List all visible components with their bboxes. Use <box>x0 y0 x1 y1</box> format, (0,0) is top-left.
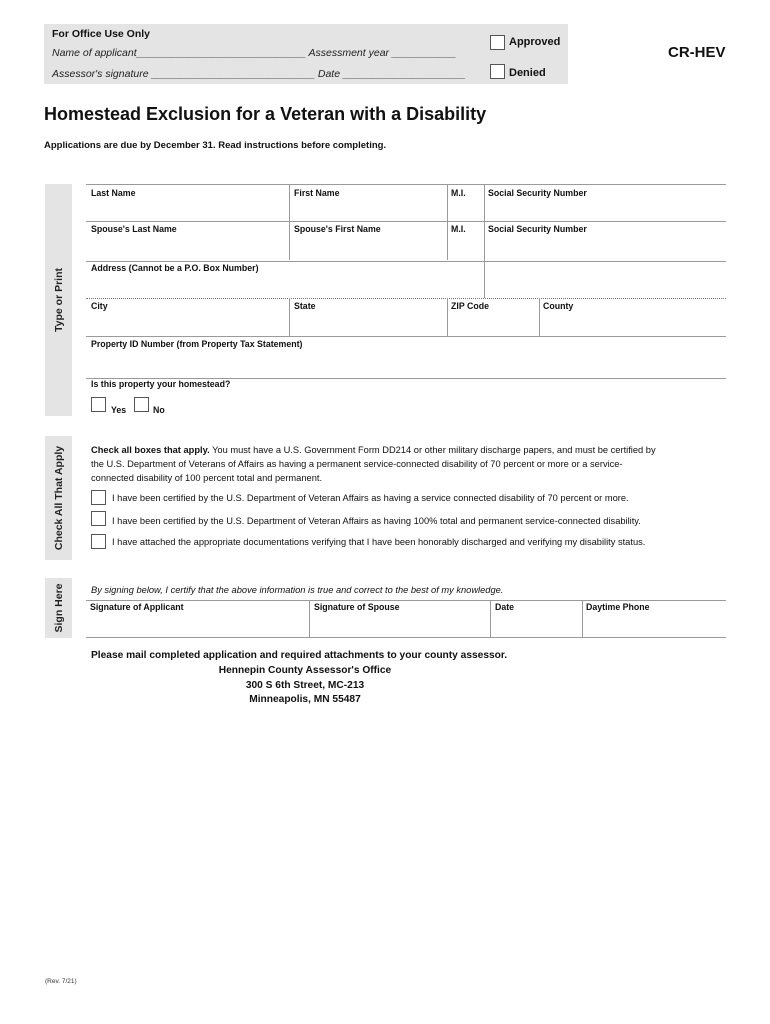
sidebar-type-print-label: Type or Print <box>52 268 65 332</box>
homestead-question: Is this property your homestead? <box>91 379 231 389</box>
zip-field[interactable]: ZIP Code <box>451 301 489 311</box>
mail-street: 300 S 6th Street, MC-213 <box>245 680 365 691</box>
approved-label: Approved <box>509 36 561 48</box>
signature-applicant-field[interactable]: Signature of Applicant <box>90 602 184 612</box>
cert-discharge-checkbox[interactable] <box>91 534 106 549</box>
row-line-1 <box>86 184 726 185</box>
spouse-last-name-field[interactable]: Spouse's Last Name <box>91 224 177 234</box>
col-line-e <box>447 298 448 336</box>
certify-statement: By signing below, I certify that the above information is true and correct to the best of my knowledge. <box>91 585 504 595</box>
sign-date-field[interactable]: Date <box>495 602 515 612</box>
spouse-ssn-field[interactable]: Social Security Number <box>488 224 587 234</box>
state-field[interactable]: State <box>294 301 316 311</box>
cert-100-label: I have been certified by the U.S. Department of Veteran Affairs as having 100% total and permanent service-connected disability. <box>112 516 641 526</box>
mail-instruction: Please mail completed application and required attachments to your county assessor. <box>91 650 508 661</box>
page-subtitle: Applications are due by December 31. Read instructions before completing. <box>44 140 387 151</box>
col-line-a <box>289 184 290 260</box>
homestead-yes-label: Yes <box>111 405 127 415</box>
spouse-mi-field[interactable]: M.I. <box>451 224 466 234</box>
sign-col-c <box>582 600 583 637</box>
cert-70-label: I have been certified by the U.S. Department of Veteran Affairs as having a service connected disability of 70 percent or more. <box>112 493 629 503</box>
county-field[interactable]: County <box>543 301 574 311</box>
homestead-no-checkbox[interactable] <box>134 397 149 412</box>
spouse-first-name-field[interactable]: Spouse's First Name <box>294 224 381 234</box>
office-line-applicant: Name of applicant_____________________________ Assessment year ___________ <box>52 47 457 59</box>
page-title: Homestead Exclusion for a Veteran with a Disability <box>44 104 487 124</box>
revision-note: (Rev. 7/21) <box>45 978 77 985</box>
sign-col-a <box>309 600 310 637</box>
property-id-field[interactable]: Property ID Number (from Property Tax Statement) <box>91 339 303 349</box>
sidebar-sign-here-label: Sign Here <box>52 583 65 633</box>
signature-spouse-field[interactable]: Signature of Spouse <box>314 602 400 612</box>
row-line-5 <box>86 336 726 337</box>
address-field[interactable]: Address (Cannot be a P.O. Box Number) <box>91 263 259 273</box>
first-name-field[interactable]: First Name <box>294 188 340 198</box>
ssn-field[interactable]: Social Security Number <box>488 188 587 198</box>
row-line-2 <box>86 221 726 222</box>
sidebar-type-print <box>45 184 72 416</box>
col-line-f <box>539 298 540 336</box>
check-intro-bold: Check all boxes that apply. <box>91 445 210 455</box>
last-name-field[interactable]: Last Name <box>91 188 136 198</box>
mi-field[interactable]: M.I. <box>451 188 466 198</box>
denied-label: Denied <box>509 67 546 79</box>
office-use-title: For Office Use Only <box>52 28 151 40</box>
homestead-no-label: No <box>153 405 165 415</box>
col-line-b <box>447 184 448 260</box>
mail-city: Minneapolis, MN 55487 <box>249 694 361 705</box>
approved-checkbox[interactable] <box>490 35 505 50</box>
city-field[interactable]: City <box>91 301 108 311</box>
sign-bottom-line <box>86 637 726 638</box>
sign-top-line <box>86 600 726 601</box>
denied-checkbox[interactable] <box>490 64 505 79</box>
office-line-assessor: Assessor's signature ____________________________ Date _____________________ <box>52 68 466 80</box>
sidebar-check-all-label: Check All That Apply <box>52 445 65 551</box>
sidebar-sign-here <box>45 578 72 638</box>
form-code: CR-HEV <box>668 44 726 61</box>
sidebar-check-all <box>45 436 72 560</box>
cert-100-checkbox[interactable] <box>91 511 106 526</box>
check-intro-line3: connected disability of 100 percent total and permanent. <box>91 473 323 483</box>
homestead-yes-checkbox[interactable] <box>91 397 106 412</box>
sign-col-b <box>490 600 491 637</box>
row-line-4 <box>86 298 726 299</box>
mail-office-name: Hennepin County Assessor's Office <box>218 665 392 676</box>
check-intro-line1: You must have a U.S. Government Form DD214 or other military discharge papers, and must be certified by <box>209 445 656 455</box>
col-line-c <box>484 184 485 298</box>
cert-discharge-label: I have attached the appropriate documentations verifying that I have been honorably discharged and verifying my disability status. <box>112 537 646 547</box>
daytime-phone-field[interactable]: Daytime Phone <box>586 602 650 612</box>
col-line-d <box>289 298 290 336</box>
row-line-3 <box>86 261 726 262</box>
cert-70-checkbox[interactable] <box>91 490 106 505</box>
check-intro-line2: the U.S. Department of Veterans of Affairs as having a permanent service-connected disability of 70 percent or more or a service- <box>91 459 623 469</box>
check-intro <box>91 443 731 485</box>
